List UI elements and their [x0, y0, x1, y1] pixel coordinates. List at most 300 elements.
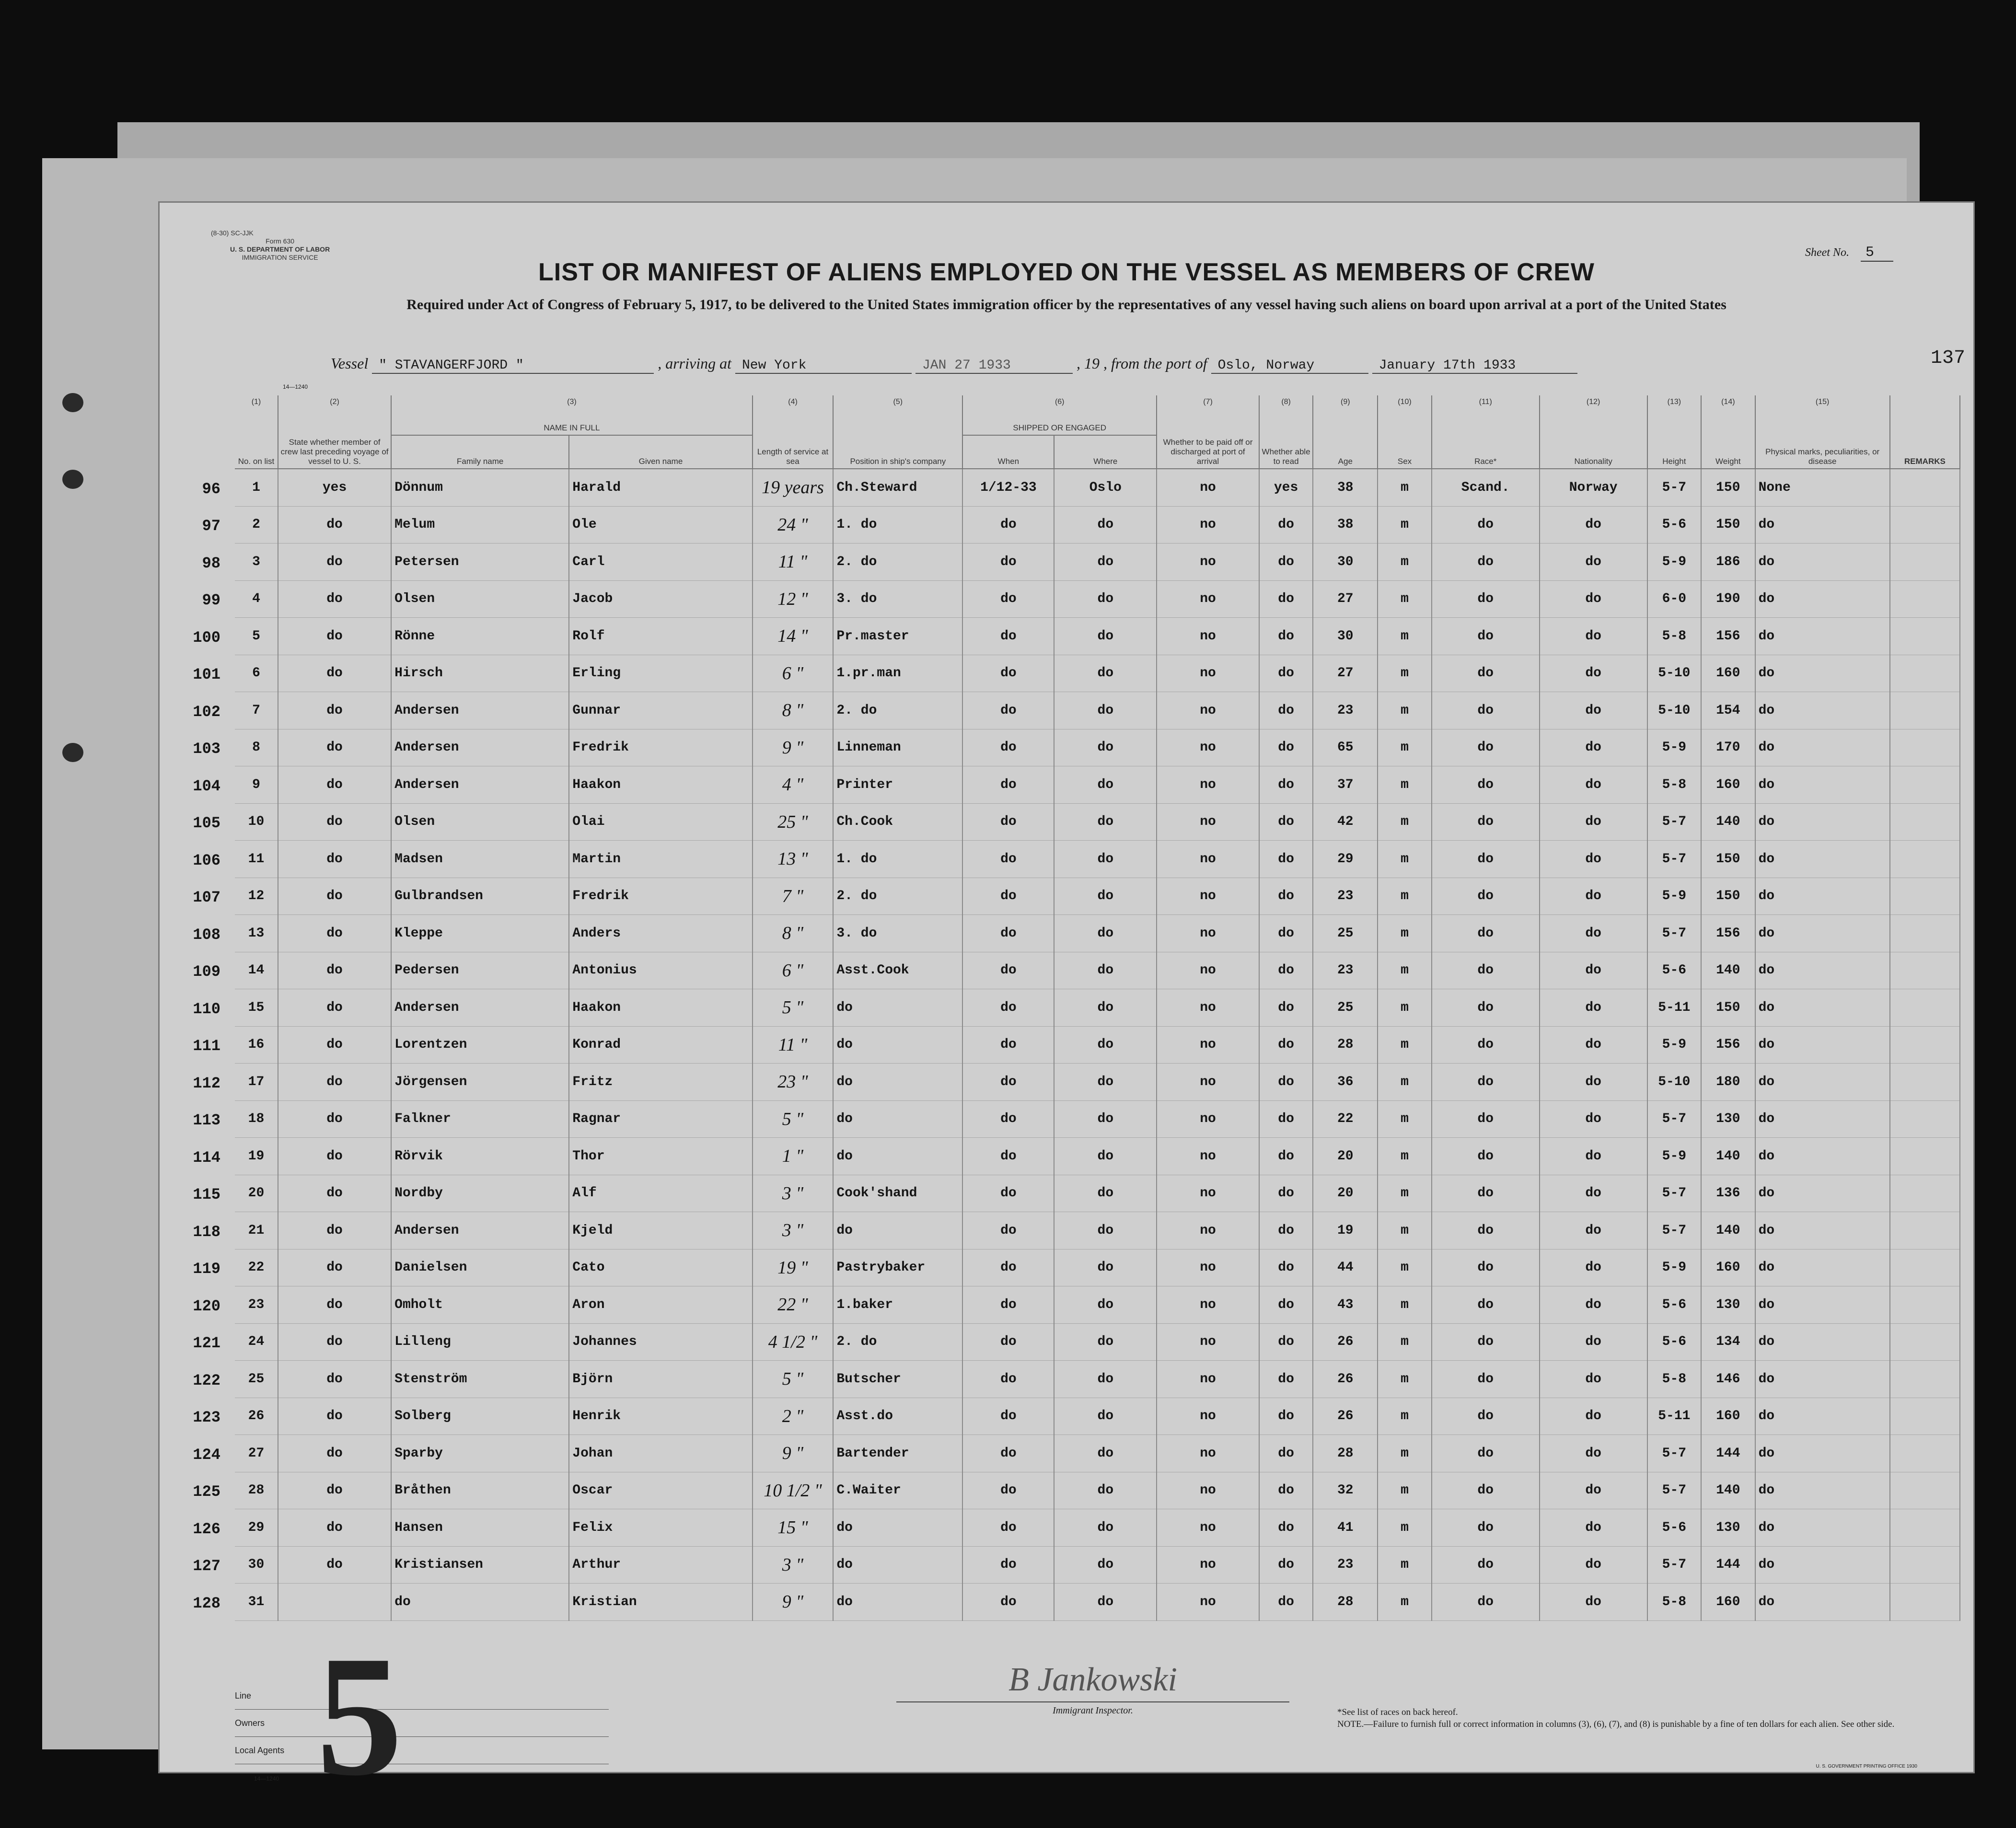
stamped-sheet-number: 5	[316, 1620, 403, 1811]
age-cell: 32	[1313, 1472, 1378, 1509]
sex-cell: m	[1378, 580, 1431, 618]
family-name-cell: Petersen	[391, 544, 569, 581]
physical-marks-cell: do	[1755, 878, 1890, 915]
physical-marks-cell: do	[1755, 1100, 1890, 1138]
crew-row	[235, 1435, 1960, 1472]
crew-row	[235, 1175, 1960, 1212]
no-cell	[193, 1361, 278, 1398]
nationality-cell: do	[1540, 989, 1647, 1027]
height-cell: 5-11	[1647, 989, 1701, 1027]
row-number: 26	[248, 1409, 265, 1424]
height-cell: 5-6	[1647, 952, 1701, 989]
able-read-cell: do	[1259, 1286, 1313, 1324]
paid-off-cell: no	[1157, 1286, 1259, 1324]
no-cell	[193, 1212, 278, 1250]
remarks-cell	[1890, 1286, 1960, 1324]
physical-marks-cell: do	[1755, 1175, 1890, 1212]
sex-cell: m	[1378, 1472, 1431, 1509]
shipped-where-cell: do	[1054, 618, 1157, 655]
given-name-cell: Harald	[569, 469, 752, 506]
position-cell: do	[833, 1064, 962, 1101]
age-cell: 23	[1313, 692, 1378, 729]
crew-row	[235, 1472, 1960, 1509]
margin-line-number: 102	[193, 703, 220, 721]
weight-cell: 160	[1701, 1249, 1755, 1286]
no-cell	[193, 952, 278, 989]
shipped-when-cell: do	[962, 1361, 1054, 1398]
given-name-cell: Oscar	[569, 1472, 752, 1509]
remarks-cell	[1890, 1361, 1960, 1398]
shipped-when-cell: do	[962, 1546, 1054, 1584]
member-cell: do	[278, 1212, 391, 1250]
weight-cell: 160	[1701, 655, 1755, 692]
nationality-cell: do	[1540, 878, 1647, 915]
family-name-cell: Andersen	[391, 989, 569, 1027]
family-name-cell: Pedersen	[391, 952, 569, 989]
shipped-when-cell: do	[962, 580, 1054, 618]
shipped-when-cell: do	[962, 1398, 1054, 1435]
service-length-cell: 22 "	[753, 1286, 834, 1324]
race-cell: do	[1432, 1361, 1540, 1398]
margin-line-number: 121	[193, 1334, 220, 1353]
weight-cell: 146	[1701, 1361, 1755, 1398]
header-length-service: Length of service at sea	[753, 412, 834, 469]
header-where: Where	[1054, 435, 1157, 469]
remarks-cell	[1890, 766, 1960, 804]
member-cell: do	[278, 1100, 391, 1138]
paid-off-cell: no	[1157, 506, 1259, 544]
remarks-cell	[1890, 878, 1960, 915]
paid-off-cell: no	[1157, 544, 1259, 581]
paid-off-cell: no	[1157, 841, 1259, 878]
no-cell	[193, 618, 278, 655]
able-read-cell: do	[1259, 1584, 1313, 1621]
physical-marks-cell: do	[1755, 766, 1890, 804]
header-row-top	[235, 412, 1960, 435]
position-cell: do	[833, 1212, 962, 1250]
footer-owners-label: Owners	[235, 1710, 609, 1737]
race-cell: do	[1432, 506, 1540, 544]
margin-line-number: 99	[202, 591, 220, 610]
nationality-cell: do	[1540, 1100, 1647, 1138]
remarks-cell	[1890, 1249, 1960, 1286]
age-cell: 27	[1313, 655, 1378, 692]
remarks-cell	[1890, 1212, 1960, 1250]
able-read-cell: do	[1259, 1064, 1313, 1101]
family-name-cell: Andersen	[391, 766, 569, 804]
shipped-when-cell: do	[962, 1026, 1054, 1064]
margin-line-number: 107	[193, 889, 220, 907]
vessel-label: Vessel	[331, 355, 369, 372]
physical-marks-cell: do	[1755, 506, 1890, 544]
sex-cell: m	[1378, 766, 1431, 804]
header-able-read: Whether able to read	[1259, 412, 1313, 469]
weight-cell: 140	[1701, 1472, 1755, 1509]
crew-row	[235, 506, 1960, 544]
nationality-cell: do	[1540, 1546, 1647, 1584]
shipped-when-cell: do	[962, 692, 1054, 729]
given-name-cell: Kjeld	[569, 1212, 752, 1250]
age-cell: 27	[1313, 580, 1378, 618]
able-read-cell: do	[1259, 1212, 1313, 1250]
shipped-when-cell: do	[962, 1212, 1054, 1250]
col-num: (6)	[962, 395, 1157, 412]
nationality-cell: do	[1540, 580, 1647, 618]
service-length-cell: 13 "	[753, 841, 834, 878]
nationality-cell: do	[1540, 729, 1647, 766]
family-name-cell: Gulbrandsen	[391, 878, 569, 915]
position-cell: Ch.Cook	[833, 803, 962, 841]
nationality-cell: do	[1540, 544, 1647, 581]
page-number: 137	[1930, 347, 1965, 369]
nationality-cell: do	[1540, 1398, 1647, 1435]
given-name-cell: Arthur	[569, 1546, 752, 1584]
given-name-cell: Martin	[569, 841, 752, 878]
family-name-cell: Hansen	[391, 1509, 569, 1547]
weight-cell: 160	[1701, 766, 1755, 804]
given-name-cell: Carl	[569, 544, 752, 581]
shipped-where-cell: do	[1054, 989, 1157, 1027]
given-name-cell: Haakon	[569, 989, 752, 1027]
service-length-cell: 24 "	[753, 506, 834, 544]
member-cell: do	[278, 1286, 391, 1324]
nationality-cell: do	[1540, 618, 1647, 655]
weight-cell: 156	[1701, 1026, 1755, 1064]
crew-row	[235, 1546, 1960, 1584]
nationality-cell: do	[1540, 952, 1647, 989]
service-length-cell: 4 1/2 "	[753, 1323, 834, 1361]
height-cell: 5-6	[1647, 1286, 1701, 1324]
sex-cell: m	[1378, 618, 1431, 655]
member-cell: do	[278, 841, 391, 878]
height-cell: 5-10	[1647, 1064, 1701, 1101]
paid-off-cell: no	[1157, 1175, 1259, 1212]
col-num-empty	[1890, 395, 1960, 412]
member-cell: do	[278, 1361, 391, 1398]
row-number: 24	[248, 1334, 265, 1350]
sex-cell: m	[1378, 915, 1431, 952]
height-cell: 5-7	[1647, 1472, 1701, 1509]
header-nationality: Nationality	[1540, 412, 1647, 469]
paid-off-cell: no	[1157, 915, 1259, 952]
able-read-cell: do	[1259, 1509, 1313, 1547]
able-read-cell: do	[1259, 692, 1313, 729]
able-read-cell: do	[1259, 618, 1313, 655]
given-name-cell: Fredrik	[569, 878, 752, 915]
age-cell: 20	[1313, 1175, 1378, 1212]
position-cell: Pr.master	[833, 618, 962, 655]
able-read-cell: do	[1259, 1398, 1313, 1435]
crew-row	[235, 766, 1960, 804]
race-cell: do	[1432, 544, 1540, 581]
margin-line-number: 105	[193, 814, 220, 833]
header-remarks: REMARKS	[1890, 412, 1960, 469]
height-cell: 6-0	[1647, 580, 1701, 618]
paid-off-cell: no	[1157, 1026, 1259, 1064]
no-cell	[193, 989, 278, 1027]
age-cell: 36	[1313, 1064, 1378, 1101]
shipped-where-cell: do	[1054, 841, 1157, 878]
remarks-cell	[1890, 989, 1960, 1027]
nationality-cell: do	[1540, 1323, 1647, 1361]
remarks-cell	[1890, 1323, 1960, 1361]
service-length-cell: 23 "	[753, 1064, 834, 1101]
remarks-cell	[1890, 803, 1960, 841]
given-name-cell: Johan	[569, 1435, 752, 1472]
paid-off-cell: no	[1157, 1398, 1259, 1435]
paid-off-cell: no	[1157, 803, 1259, 841]
race-cell: do	[1432, 1249, 1540, 1286]
row-number: 27	[248, 1446, 265, 1461]
col-num: (4)	[753, 395, 834, 412]
family-name-cell: Solberg	[391, 1398, 569, 1435]
given-name-cell: Fritz	[569, 1064, 752, 1101]
remarks-cell	[1890, 655, 1960, 692]
family-name-cell: Lorentzen	[391, 1026, 569, 1064]
shipped-when-cell: do	[962, 655, 1054, 692]
age-cell: 23	[1313, 952, 1378, 989]
crew-row	[235, 544, 1960, 581]
row-number: 31	[248, 1594, 265, 1609]
remarks-cell	[1890, 506, 1960, 544]
sex-cell: m	[1378, 1138, 1431, 1175]
no-cell	[193, 1175, 278, 1212]
weight-cell: 160	[1701, 1398, 1755, 1435]
col-num: (14)	[1701, 395, 1755, 412]
remarks-cell	[1890, 1472, 1960, 1509]
footer-line-label: Line	[235, 1682, 609, 1710]
shipped-where-cell: do	[1054, 878, 1157, 915]
height-cell: 5-10	[1647, 692, 1701, 729]
weight-cell: 150	[1701, 878, 1755, 915]
weight-cell: 154	[1701, 692, 1755, 729]
paid-off-cell: no	[1157, 1435, 1259, 1472]
no-cell	[193, 1064, 278, 1101]
position-cell: Cook'shand	[833, 1175, 962, 1212]
crew-row	[235, 1212, 1960, 1250]
physical-marks-cell: None	[1755, 469, 1890, 506]
able-read-cell: do	[1259, 655, 1313, 692]
margin-line-number: 125	[193, 1483, 220, 1501]
margin-line-number: 126	[193, 1520, 220, 1538]
given-name-cell: Erling	[569, 655, 752, 692]
year-label: , 19	[1076, 355, 1100, 372]
col-num: (8)	[1259, 395, 1313, 412]
row-number: 7	[252, 703, 260, 718]
position-cell: 2. do	[833, 1323, 962, 1361]
race-cell: do	[1432, 803, 1540, 841]
member-cell: do	[278, 1064, 391, 1101]
footer-agents-label: Local Agents	[235, 1737, 609, 1764]
shipped-where-cell: do	[1054, 506, 1157, 544]
margin-line-number: 110	[193, 1000, 220, 1018]
remarks-cell	[1890, 1398, 1960, 1435]
height-cell: 5-9	[1647, 1138, 1701, 1175]
family-name-cell: Hirsch	[391, 655, 569, 692]
family-name-cell: Bråthen	[391, 1472, 569, 1509]
physical-marks-cell: do	[1755, 952, 1890, 989]
shipped-where-cell: do	[1054, 1584, 1157, 1621]
height-cell: 5-9	[1647, 1026, 1701, 1064]
shipped-when-cell: do	[962, 506, 1054, 544]
family-name-cell: Nordby	[391, 1175, 569, 1212]
sex-cell: m	[1378, 1361, 1431, 1398]
shipped-when-cell: do	[962, 1509, 1054, 1547]
crew-row	[235, 803, 1960, 841]
paid-off-cell: no	[1157, 989, 1259, 1027]
able-read-cell: do	[1259, 1026, 1313, 1064]
position-cell: do	[833, 1138, 962, 1175]
able-read-cell: do	[1259, 1472, 1313, 1509]
race-cell: do	[1432, 692, 1540, 729]
member-cell: do	[278, 1323, 391, 1361]
no-cell	[193, 766, 278, 804]
margin-line-number: 113	[193, 1111, 220, 1130]
inspector-signature-block	[896, 1658, 1289, 1716]
arriving-label: , arriving at	[658, 355, 731, 372]
service-length-cell: 4 "	[753, 766, 834, 804]
margin-line-number: 127	[193, 1557, 220, 1575]
race-cell: do	[1432, 655, 1540, 692]
shipped-when-cell: do	[962, 915, 1054, 952]
member-cell: do	[278, 878, 391, 915]
given-name-cell: Aron	[569, 1286, 752, 1324]
given-name-cell: Rolf	[569, 618, 752, 655]
header-sex: Sex	[1378, 412, 1431, 469]
row-number: 5	[252, 628, 260, 644]
physical-marks-cell: do	[1755, 729, 1890, 766]
race-cell: do	[1432, 1472, 1540, 1509]
remarks-cell	[1890, 544, 1960, 581]
family-name-cell: Kleppe	[391, 915, 569, 952]
height-cell: 5-7	[1647, 841, 1701, 878]
margin-line-number: 111	[193, 1037, 220, 1055]
position-cell: do	[833, 1584, 962, 1621]
crew-row	[235, 729, 1960, 766]
shipped-when-cell: do	[962, 989, 1054, 1027]
no-cell	[202, 580, 278, 618]
remarks-cell	[1890, 1138, 1960, 1175]
member-cell: do	[278, 1546, 391, 1584]
weight-cell: 130	[1701, 1286, 1755, 1324]
race-cell: do	[1432, 1584, 1540, 1621]
service-length-cell: 5 "	[753, 1100, 834, 1138]
remarks-cell	[1890, 1100, 1960, 1138]
able-read-cell: do	[1259, 544, 1313, 581]
paid-off-cell: no	[1157, 1100, 1259, 1138]
race-cell: do	[1432, 1398, 1540, 1435]
crew-row	[235, 952, 1960, 989]
member-cell: do	[278, 915, 391, 952]
paid-off-cell: no	[1157, 469, 1259, 506]
position-cell: do	[833, 989, 962, 1027]
shipped-when-cell: do	[962, 729, 1054, 766]
shipped-when-cell: do	[962, 766, 1054, 804]
position-cell: 1. do	[833, 841, 962, 878]
shipped-where-cell: do	[1054, 1435, 1157, 1472]
service-length-cell: 19 years	[753, 469, 834, 506]
margin-line-number: 101	[193, 666, 220, 684]
race-cell: do	[1432, 878, 1540, 915]
weight-cell: 156	[1701, 618, 1755, 655]
weight-cell: 144	[1701, 1435, 1755, 1472]
weight-cell: 144	[1701, 1546, 1755, 1584]
header-physical-marks: Physical marks, peculiarities, or disease	[1755, 412, 1890, 469]
sex-cell: m	[1378, 544, 1431, 581]
service-length-cell: 3 "	[753, 1212, 834, 1250]
family-name-cell: do	[391, 1584, 569, 1621]
height-cell: 5-9	[1647, 878, 1701, 915]
position-cell: Printer	[833, 766, 962, 804]
row-number: 3	[252, 554, 260, 569]
column-number-row	[235, 395, 1960, 412]
remarks-cell	[1890, 1435, 1960, 1472]
able-read-cell: do	[1259, 1546, 1313, 1584]
crew-row	[235, 1361, 1960, 1398]
position-cell: Bartender	[833, 1435, 962, 1472]
physical-marks-cell: do	[1755, 1138, 1890, 1175]
nationality-cell: do	[1540, 655, 1647, 692]
margin-line-number: 96	[202, 480, 220, 498]
sex-cell: m	[1378, 1026, 1431, 1064]
remarks-cell	[1890, 1175, 1960, 1212]
paid-off-cell: no	[1157, 1472, 1259, 1509]
member-cell: do	[278, 1175, 391, 1212]
nationality-cell: do	[1540, 915, 1647, 952]
race-cell: do	[1432, 989, 1540, 1027]
paid-off-cell: no	[1157, 1249, 1259, 1286]
weight-cell: 170	[1701, 729, 1755, 766]
remarks-cell	[1890, 1546, 1960, 1584]
able-read-cell: yes	[1259, 469, 1313, 506]
position-cell: 1. do	[833, 506, 962, 544]
given-name-cell: Cato	[569, 1249, 752, 1286]
shipped-when-cell: do	[962, 1472, 1054, 1509]
member-cell: do	[278, 1472, 391, 1509]
age-cell: 65	[1313, 729, 1378, 766]
weight-cell: 140	[1701, 803, 1755, 841]
header-given-name: Given name	[569, 435, 752, 469]
shipped-where-cell: do	[1054, 655, 1157, 692]
no-cell	[193, 1584, 278, 1621]
row-number: 19	[248, 1148, 265, 1164]
margin-line-number: 106	[193, 851, 220, 869]
position-cell: do	[833, 1509, 962, 1547]
race-cell: do	[1432, 1435, 1540, 1472]
physical-marks-cell: do	[1755, 1472, 1890, 1509]
crew-row	[235, 1100, 1960, 1138]
race-cell: do	[1432, 729, 1540, 766]
service-length-cell: 3 "	[753, 1175, 834, 1212]
weight-cell: 190	[1701, 580, 1755, 618]
service-length-cell: 7 "	[753, 878, 834, 915]
family-name-cell: Dönnum	[391, 469, 569, 506]
weight-cell: 140	[1701, 1212, 1755, 1250]
row-number: 28	[248, 1483, 265, 1498]
crew-row	[235, 618, 1960, 655]
sex-cell: m	[1378, 1509, 1431, 1547]
service-length-cell: 6 "	[753, 952, 834, 989]
shipped-where-cell: do	[1054, 729, 1157, 766]
shipped-where-cell: do	[1054, 1398, 1157, 1435]
member-cell: do	[278, 1435, 391, 1472]
age-cell: 29	[1313, 841, 1378, 878]
paid-off-cell: no	[1157, 1064, 1259, 1101]
col-num: (11)	[1432, 395, 1540, 412]
able-read-cell: do	[1259, 1100, 1313, 1138]
row-number: 13	[248, 926, 265, 941]
nationality-cell: do	[1540, 506, 1647, 544]
